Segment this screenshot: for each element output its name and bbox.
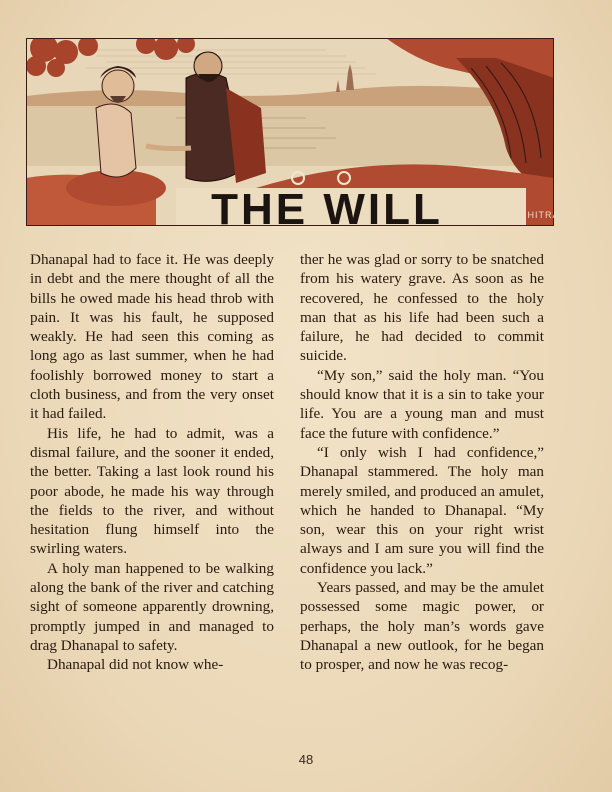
paragraph: Dhanapal had to face it. He was deeply in debt and the mere thought of all the bills he owed made his head throb with pain. It was his fault, he supposed weakly. He had seen this coming as long ago as last summer, when he had foolishly borrowed money to start a cloth business, and from the very onset it had failed. xyxy=(30,251,274,423)
paragraph: “My son,” said the holy man. “You should know that it is a sin to take your life. You are a young man and must face the future with confidence.” xyxy=(300,366,544,442)
paragraph: “I only wish I had confidence,” Dhanapal stammered. The holy man merely smiled, and produced an amulet, which he handed to Dhanapal. “My son, wear this on your right wrist always and I am sure you will find the confidence you lack.” xyxy=(300,443,544,577)
paragraph: A holy man happened to be walking along the bank of the river and catching sight of someone apparently drowning, promptly jumped in and managed to drag Dhanapal to safety. xyxy=(30,559,274,654)
text-column-left xyxy=(30,250,274,675)
artist-signature: CHITRA xyxy=(520,210,560,220)
paragraph: ther he was glad or sorry to be snatched from his watery grave. As soon as he recovered, he confessed to the holy man that as his life had been such a failure, he had decided to commit suicide. xyxy=(300,251,544,365)
text-column-right xyxy=(300,250,544,675)
paragraph: His life, he had to admit, was a dismal failure, and the sooner it ended, the better. Taking a last look round his poor abode, he made his way through the fields to the river, and without hesitation flung himself into the swirling waters. xyxy=(30,424,274,558)
paragraph: Years passed, and may be the amulet possessed some magic power, or perhaps, the holy man’s words gave Dhanapal a new outlook, for he began to prosper, and now he was recog- xyxy=(300,579,544,674)
story-title: THE WILL xyxy=(211,185,443,234)
paragraph: Dhanapal did not know whe- xyxy=(47,656,224,674)
page-number: 48 xyxy=(298,752,314,767)
